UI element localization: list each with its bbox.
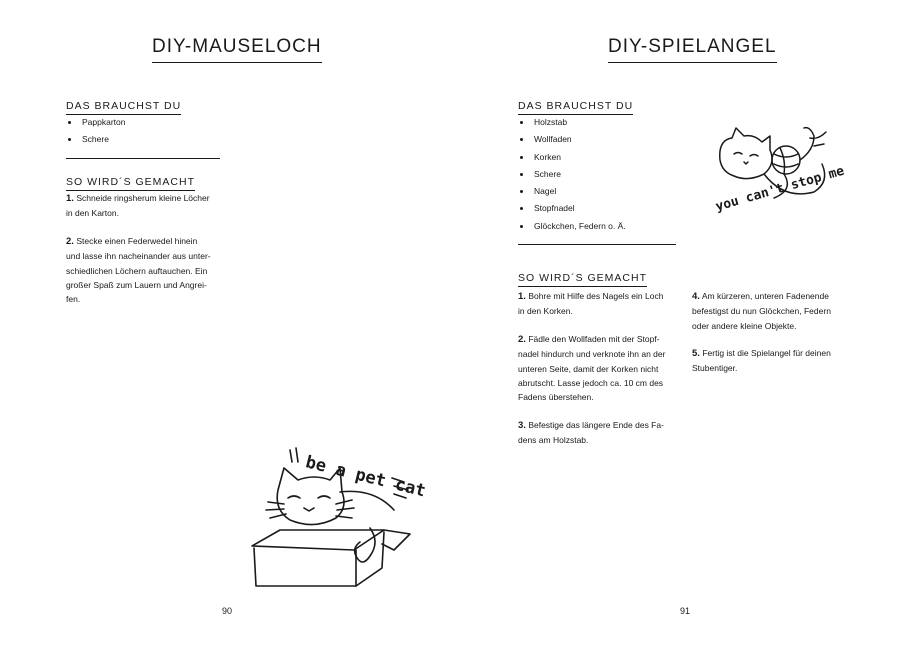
right-page (456, 0, 913, 648)
step: 1. Bohre mit Hilfe des Nagels ein Loch in den Korken. (518, 291, 664, 317)
materials-list (66, 114, 125, 149)
list-item: • Schere (80, 131, 125, 148)
materials-list (518, 114, 626, 235)
step: 1. Schneide ringsherum kleine Löcher in den Karton. (66, 193, 210, 219)
how-heading: SO WIRD´S GEMACHT (518, 272, 647, 287)
step: 4. Am kürzeren, unteren Fadenende befestigst du nun Glöckchen, Federn oder andere kleine Objekte. (692, 291, 831, 331)
illustration-caption: you can't stop me (713, 163, 846, 215)
list-item: • Holzstab (532, 114, 626, 131)
list-item: • Korken (532, 149, 626, 166)
list-item: • Schere (532, 166, 626, 183)
illustration-caption: be a pet cat (303, 452, 428, 502)
page-number: 90 (222, 606, 233, 616)
divider (66, 158, 220, 159)
list-item: • Glöckchen, Federn o. Ä. (532, 218, 626, 235)
page-title: DIY-SPIELANGEL (608, 36, 777, 63)
need-heading: DAS BRAUCHST DU (66, 100, 181, 115)
step: 2. Fädle den Wollfaden mit der Stopf- nadel hindurch und verknote ihn an der unteren Seite, damit der Korken nicht abrutscht. Lasse jedoch ca. 10 cm des Fadens überstehen. (518, 334, 666, 403)
list-item: • Stopfnadel (532, 200, 626, 217)
list-item: • Nagel (532, 183, 626, 200)
left-page (0, 0, 456, 648)
list-item: • Wollfaden (532, 131, 626, 148)
how-heading: SO WIRD´S GEMACHT (66, 176, 195, 191)
need-heading: DAS BRAUCHST DU (518, 100, 633, 115)
step: 5. Fertig ist die Spielangel für deinen Stubentiger. (692, 348, 831, 374)
step: 2. Stecke einen Federwedel hinein und lasse ihn nacheinander aus unter- schiedlichen Löchern auftauchen. Ein großer Spaß zum Lauern und Angrei- fen. (66, 236, 211, 305)
page-number: 91 (680, 606, 691, 616)
list-item: • Pappkarton (80, 114, 125, 131)
page-title: DIY-MAUSELOCH (152, 36, 322, 63)
step: 3. Befestige das längere Ende des Fa- dens am Holzstab. (518, 420, 664, 446)
divider (518, 244, 676, 245)
